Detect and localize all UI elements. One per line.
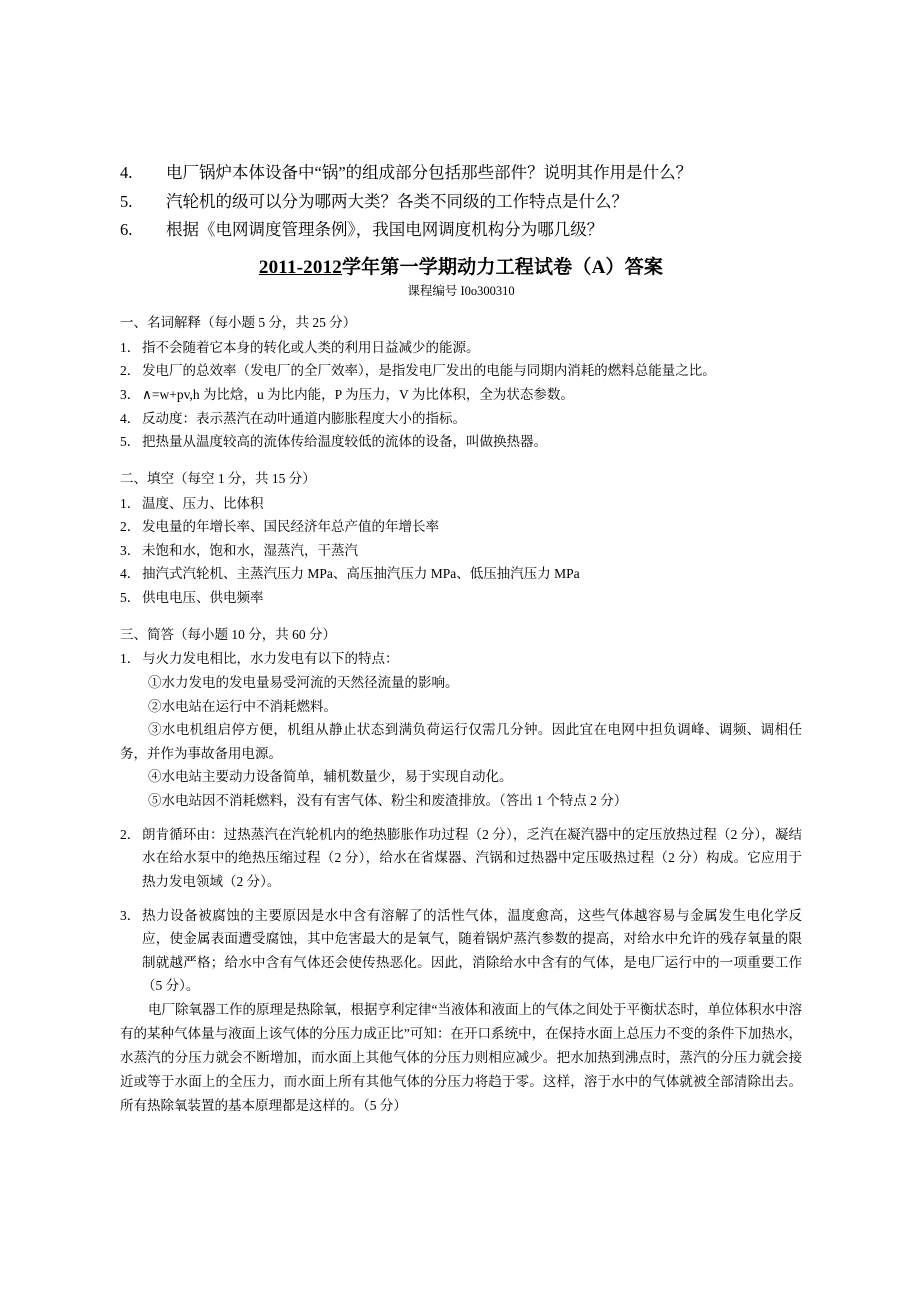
list-item	[120, 904, 802, 999]
section-terms	[120, 311, 802, 454]
item-number: 1．	[120, 339, 141, 355]
answer-point: ③水电机组启停方便，机组从静止状态到满负荷运行仅需几分钟。因此宜在电网中担负调峰、调频、调相任务，并作为事故备用电源。	[120, 722, 802, 761]
section-heading: 三、简答（每小题 10 分，共 60 分）	[120, 626, 336, 642]
item-text: 热力设备被腐蚀的主要原因是水中含有溶解了的活性气体，温度愈高，这些气体越容易与金属发生电化学反应，使金属表面遭受腐蚀，其中危害最大的是氧气，随着锅炉蒸汽参数的提高，对给水中允许的残存氧量的限制就越严格；给水中含有气体还会使传热恶化。因此，消除给水中含有的气体，是电厂运行中的一项重要工作（5 分）。	[142, 907, 802, 994]
item-number: 2．	[120, 519, 141, 535]
page-title	[120, 252, 802, 279]
section-heading: 二、填空（每空 1 分，共 15 分）	[120, 470, 316, 486]
item-number: 2．	[120, 826, 141, 842]
list-item	[120, 160, 802, 187]
course-code: 课程编号 I0o300310	[407, 284, 515, 299]
list-item	[120, 383, 802, 407]
list-item	[120, 586, 802, 610]
question-number: 6.	[120, 220, 133, 240]
answer-point: ②水电站在运行中不消耗燃料。	[148, 698, 337, 714]
list-item	[120, 217, 802, 244]
list-item	[120, 562, 802, 586]
answer-point: ①水力发电的发电量易受河流的天然径流量的影响。	[148, 674, 459, 690]
section-short-answer	[120, 623, 802, 1118]
item-number: 1．	[120, 495, 141, 511]
title-rest: 学年第一学期动力工程试卷（A）答案	[341, 257, 664, 279]
list-item	[120, 336, 802, 360]
item-text: 未饱和水，饱和水，湿蒸汽，干蒸汽	[142, 542, 358, 558]
item-text: 发电厂的总效率（发电厂的全厂效率），是指发电厂发出的电能与同期内消耗的燃料总能量之比。	[142, 363, 716, 379]
item-text: 温度、压力、比体积	[142, 495, 264, 511]
item-number: 1．	[120, 651, 141, 667]
item-number: 3．	[120, 387, 141, 403]
question-text: 根据《电网调度管理条例》，我国电网调度机构分为哪几级？	[166, 220, 604, 240]
item-number: 5．	[120, 590, 141, 606]
item-text: 供电电压、供电频率	[142, 590, 264, 606]
item-number: 2．	[120, 363, 141, 379]
list-item	[120, 359, 802, 383]
item-number: 4．	[120, 566, 141, 582]
item-text: ∧=w+pv,h 为比焓，u 为比内能，P 为压力，V 为比体积，全为状态参数。	[142, 387, 574, 403]
item-text: 朗肯循环由：过热蒸汽在汽轮机内的绝热膨胀作功过程（2 分），乏汽在凝汽器中的定压放热过程（2 分），凝结水在给水泵中的绝热压缩过程（2 分），给水在省煤器、汽锅和过热器中定压吸热过程（2 分）构成。它应用于热力发电领域（2 分）。	[142, 826, 802, 889]
list-item	[120, 407, 802, 431]
list-item	[120, 515, 802, 539]
item-text: 把热量从温度较高的流体传给温度较低的流体的设备，叫做换热器。	[142, 434, 547, 450]
item-text: 反动度：表示蒸汽在动叶通道内膨胀程度大小的指标。	[142, 410, 466, 426]
answer-point: ⑤水电站因不消耗燃料，没有有害气体、粉尘和废渣排放。（答出 1 个特点 2 分）	[148, 793, 628, 809]
item-number: 3．	[120, 542, 141, 558]
list-item	[120, 492, 802, 516]
question-number: 5.	[120, 191, 133, 211]
item-number: 5．	[120, 434, 141, 450]
item-number: 3．	[120, 907, 141, 923]
list-item	[120, 647, 802, 671]
question-list	[120, 160, 802, 244]
item-number: 4．	[120, 410, 141, 426]
list-item	[120, 823, 802, 894]
item-text: 发电量的年增长率、国民经济年总产值的年增长率	[142, 519, 439, 535]
title-year: 2011-2012	[258, 257, 342, 279]
item-text: 指不会随着它本身的转化或人类的利用日益减少的能源。	[142, 339, 480, 355]
answer-point: ④水电站主要动力设备简单，辅机数量少，易于实现自动化。	[148, 769, 513, 785]
question-text: 电厂锅炉本体设备中“锅”的组成部分包括那些部件？说明其作用是什么？	[166, 163, 693, 182]
question-text: 汽轮机的级可以分为哪两大类？各类不同级的工作特点是什么？	[166, 191, 628, 211]
answer-paragraph: 电厂除氧器工作的原理是热除氧，根据亨利定律“当液体和液面上的气体之间处于平衡状态时，单位体积水中溶有的某种气体量与液面上该气体的分压力成正比”可知：在开口系统中，在保持水面上总压力不变的条件下加热水，水蒸汽的分压力就会不断增加，而水面上其他气体的分压力则相应减少。把水加热到沸点时，蒸汽的分压力就会接近或等于水面上的全压力，而水面上所有其他气体的分压力将趋于零。这样，溶于水中的气体就被全部清除出去。所有热除氧装置的基本原理都是这样的。（5 分）	[120, 1002, 802, 1114]
list-item	[120, 430, 802, 454]
item-text: 抽汽式汽轮机、主蒸汽压力 MPa、高压抽汽压力 MPa、低压抽汽压力 MPa	[142, 566, 580, 582]
list-item	[120, 539, 802, 563]
list-item	[120, 189, 802, 216]
item-text: 与火力发电相比，水力发电有以下的特点：	[142, 651, 399, 667]
spacer	[120, 894, 802, 904]
question-number: 4.	[120, 163, 133, 182]
section-fill-in-blanks	[120, 467, 802, 610]
section-heading: 一、名词解释（每小题 5 分，共 25 分）	[120, 315, 357, 331]
spacer	[120, 813, 802, 823]
